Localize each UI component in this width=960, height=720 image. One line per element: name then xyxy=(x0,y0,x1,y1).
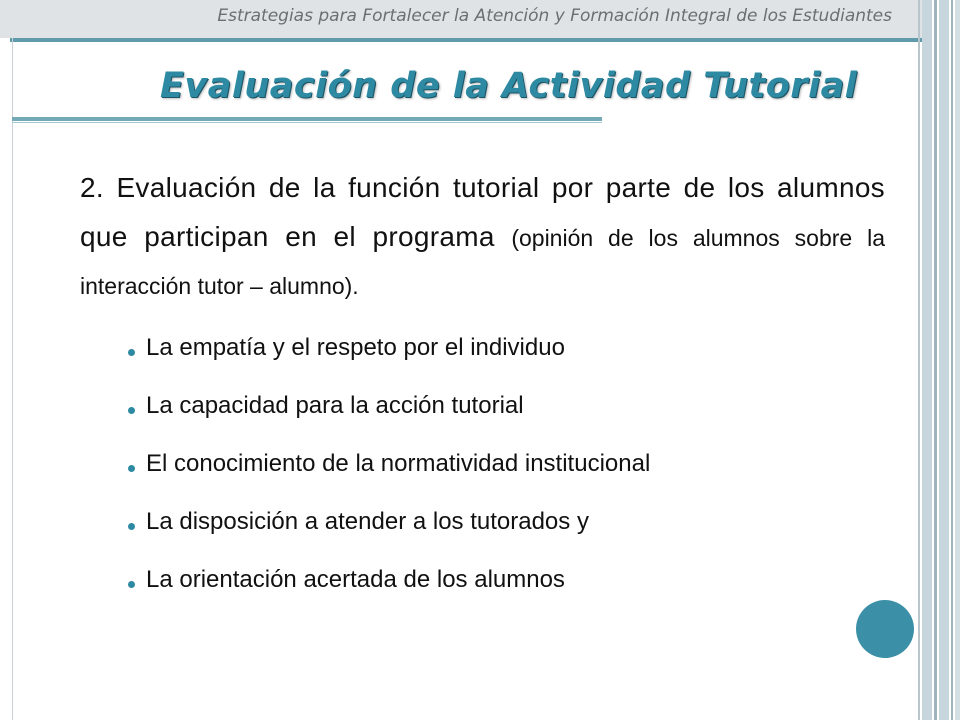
list-item xyxy=(128,334,650,392)
bullet-icon xyxy=(128,407,135,414)
bullet-icon xyxy=(128,581,135,588)
list-item xyxy=(128,566,650,624)
intro-main-text: 2. Evaluación de la función tutorial por parte de los alumnos que participan en el programa xyxy=(80,172,885,252)
title-underline xyxy=(12,117,602,121)
bullet-icon xyxy=(128,349,135,356)
side-stripe xyxy=(955,0,960,720)
slide-title: Evaluación de la Actividad Tutorial xyxy=(160,66,858,106)
title-underline-thin xyxy=(12,122,602,123)
list-item-text: La capacidad para la acción tutorial xyxy=(146,392,524,419)
side-stripe xyxy=(951,0,953,720)
left-rule xyxy=(12,38,13,720)
bullet-icon xyxy=(128,523,135,530)
list-item xyxy=(128,392,650,450)
intro-paragraph xyxy=(80,166,885,312)
criteria-list xyxy=(128,334,650,624)
list-item-text: La disposición a atender a los tutorados y xyxy=(146,508,589,535)
header-rule xyxy=(10,38,922,42)
bullet-icon xyxy=(128,465,135,472)
list-item xyxy=(128,450,650,508)
list-item-text: La orientación acertada de los alumnos xyxy=(146,566,565,593)
intro-parenthetical: (opinión de los alumnos sobre la interacción tutor – alumno). xyxy=(80,225,885,299)
side-stripe xyxy=(922,0,932,720)
header-text: Estrategias para Fortalecer la Atención y Formación Integral de los Estudiantes xyxy=(217,6,892,26)
list-item-text: El conocimiento de la normatividad institucional xyxy=(146,450,651,477)
side-stripe xyxy=(934,0,937,720)
decorative-circle xyxy=(856,600,914,658)
side-stripe xyxy=(939,0,949,720)
list-item xyxy=(128,508,650,566)
list-item-text: La empatía y el respeto por el individuo xyxy=(146,334,565,361)
side-stripe xyxy=(918,0,920,720)
